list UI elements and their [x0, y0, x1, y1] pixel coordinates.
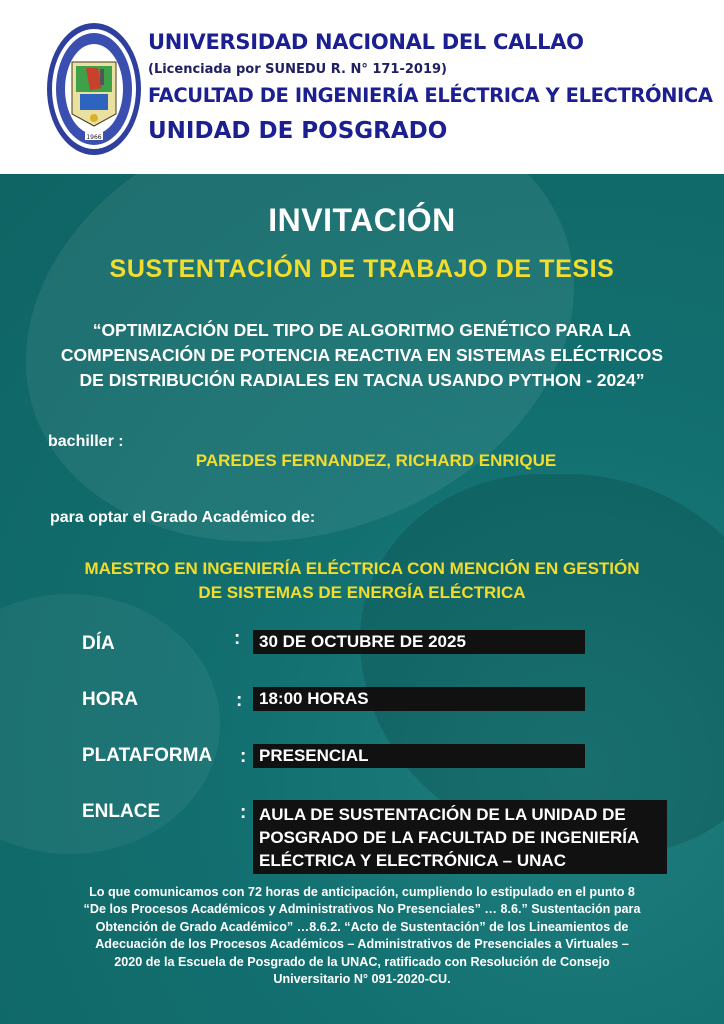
enlace-colon: :	[240, 802, 247, 823]
university-seal-icon	[46, 22, 142, 156]
footer-line: Universitario N° 091-2020-CU.	[273, 972, 451, 987]
footer-line: Obtención de Grado Académico” …8.6.2. “Acto de Sustentación” de los Lineamientos de	[95, 919, 629, 934]
seal-year: 1966	[86, 134, 102, 141]
license-text: (Licenciada por SUNEDU R. N° 171-2019)	[148, 62, 447, 77]
footer-line: 2020 de la Escuela de Posgrado de la UNAC, ratificado con Resolución de Consejo	[114, 954, 610, 969]
bachiller-label: bachiller :	[48, 433, 124, 450]
footer-line: Lo que comunicamos con 72 horas de anticipación, cumpliendo lo estipulado en el punto 8	[89, 885, 635, 899]
dia-label: DÍA	[82, 633, 115, 654]
academic-degree-line: MAESTRO EN INGENIERÍA ELÉCTRICA CON MENCIÓN EN GESTIÓN	[84, 559, 640, 578]
dia-value: 30 DE OCTUBRE DE 2025	[253, 630, 585, 654]
hora-label: HORA	[82, 689, 138, 710]
dia-colon: :	[234, 628, 241, 649]
hora-value: 18:00 HORAS	[253, 687, 585, 711]
plataforma-label: PLATAFORMA	[82, 745, 213, 766]
academic-degree	[0, 557, 724, 605]
hora-colon: :	[236, 690, 243, 711]
enlace-line: ELÉCTRICA Y ELECTRÓNICA – UNAC	[259, 851, 566, 870]
plataforma-colon: :	[240, 746, 247, 767]
optar-label: para optar el Grado Académico de:	[50, 509, 316, 526]
university-name: UNIVERSIDAD NACIONAL DEL CALLAO	[148, 30, 584, 54]
faculty-name: FACULTAD DE INGENIERÍA ELÉCTRICA Y ELECTRÓNICA	[148, 84, 713, 107]
footer-line: Adecuación de los Procesos Académicos – Administrativos de Presenciales a Virtuales –	[95, 937, 629, 952]
legal-footer	[40, 884, 684, 988]
plataforma-value: PRESENCIAL	[253, 744, 585, 768]
background-shape	[360, 474, 724, 854]
enlace-line: POSGRADO DE LA FACULTAD DE INGENIERÍA	[259, 828, 640, 847]
enlace-label: ENLACE	[82, 801, 161, 822]
thesis-title-line: DE DISTRIBUCIÓN RADIALES EN TACNA USANDO PYTHON - 2024”	[79, 370, 645, 390]
header	[0, 0, 724, 174]
thesis-title	[0, 318, 724, 393]
invitation-heading: INVITACIÓN	[268, 202, 456, 238]
academic-degree-line: DE SISTEMAS DE ENERGÍA ELÉCTRICA	[198, 583, 526, 602]
invitation-subheading: SUSTENTACIÓN DE TRABAJO DE TESIS	[109, 255, 615, 283]
thesis-title-line: COMPENSACIÓN DE POTENCIA REACTIVA EN SISTEMAS ELÉCTRICOS	[60, 345, 664, 365]
footer-line: “De los Procesos Académicos y Administrativos No Presenciales” … 8.6.” Sustentación para	[83, 902, 641, 917]
enlace-line: AULA DE SUSTENTACIÓN DE LA UNIDAD DE	[259, 805, 626, 824]
unit-name: UNIDAD DE POSGRADO	[148, 118, 448, 144]
enlace-value	[253, 800, 667, 874]
thesis-title-line: “OPTIMIZACIÓN DEL TIPO DE ALGORITMO GENÉTICO PARA LA	[92, 320, 632, 340]
bachiller-name: PAREDES FERNANDEZ, RICHARD ENRIQUE	[195, 451, 557, 470]
